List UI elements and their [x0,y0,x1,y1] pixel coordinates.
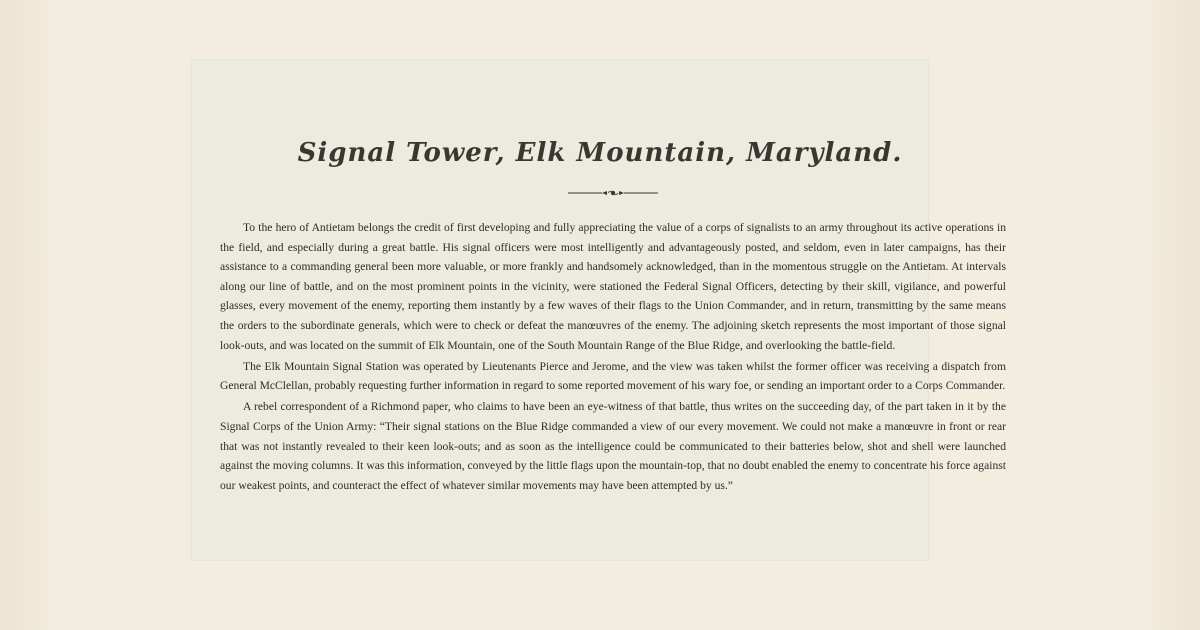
body-text [220,218,1006,497]
page-edge-left [0,0,60,630]
paragraph: The Elk Mountain Signal Station was operated by Lieutenants Pierce and Jerome, and the view was taken whilst the former officer was receiving a dispatch from General McClellan, probably requesting further information in regard to some reported movement of his wary foe, or sending an important order to a Corps Commander. [220,359,1006,393]
page-edge-right [1140,0,1200,630]
page-title: Signal Tower, Elk Mountain, Maryland. [297,138,903,168]
scroll-divider-icon [568,186,658,200]
paragraph: A rebel correspondent of a Richmond paper, who claims to have been an eye-witness of that battle, thus writes on the succeeding day, of the part taken in it by the Signal Corps of the Union Army: “Their signal stations on the Blue Ridge commanded a view of our every movement. We could not make a manœuvre in front or rear that was not instantly revealed to their keen look-outs; and as soon as the intelligence could be communicated to their batteries below, shot and shell were launched against the moving columns. It was this information, conveyed by the little flags upon the mountain-top, that no doubt enabled the enemy to concentrate his force against our weakest points, and counteract the effect of whatever similar movements may have been attempted by us.” [220,400,1006,492]
paragraph: To the hero of Antietam belongs the credit of first developing and fully appreciating the value of a corps of signalists to an army throughout its active operations in the field, and especially during a great battle. His signal officers were most intelligently and advantageously posted, and seldom, even in later campaigns, has their assistance to a commanding general been more valuable, or more frankly and handsomely acknowledged, than in the momentous struggle on the Antietam. At intervals along our line of battle, and on the most prominent points in the vicinity, were stationed the Federal Signal Officers, detecting by their skill, vigilance, and powerful glasses, every movement of the enemy, reporting them instantly by a few waves of their flags to the Union Commander, and in return, transmitting by the same means the orders to the subordinate generals, which were to check or defeat the manœuvres of the enemy. The adjoining sketch represents the most important of those signal look-outs, and was located on the summit of Elk Mountain, one of the South Mountain Range of the Blue Ridge, and overlooking the battle-field. [220,221,1006,352]
